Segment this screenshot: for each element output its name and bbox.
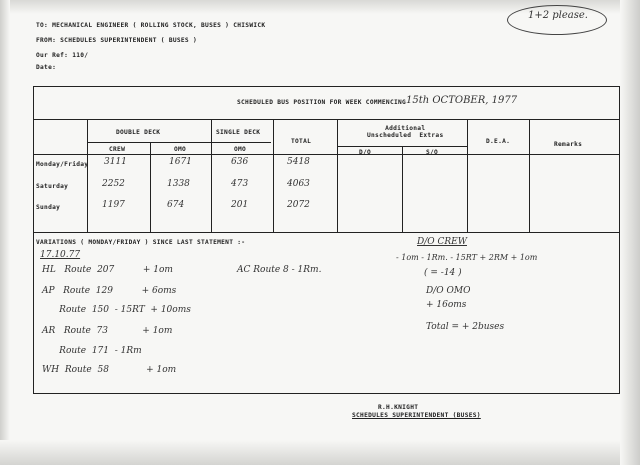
- variation-line: WH Route 58 + 1om: [42, 365, 177, 375]
- cell-single-omo: 636: [231, 157, 249, 167]
- row-label: Monday/Friday: [36, 161, 89, 168]
- cell-single-omo: 201: [231, 200, 249, 210]
- memo-our-ref: Our Ref: 110/: [36, 52, 89, 59]
- handwritten-note: 1+2 please.: [528, 10, 588, 21]
- schedule-sheet: [33, 86, 620, 394]
- table-title-date: 15th OCTOBER, 1977: [406, 95, 518, 106]
- scan-edge: [0, 440, 640, 465]
- variation-line: HL Route 207 + 1om: [42, 265, 173, 275]
- subheader-single-omo: OMO: [234, 146, 247, 153]
- subheader-omo: OMO: [174, 146, 187, 153]
- table-rule: [529, 119, 530, 232]
- row-label: Saturday: [36, 183, 69, 190]
- do-crew-line: - 1om - 1Rm. - 15RT + 2RM + 1om: [396, 253, 538, 262]
- memo-to: TO: MECHANICAL ENGINEER ( ROLLING STOCK, BUSES ) CHISWICK: [36, 22, 266, 29]
- variations-heading: VARIATIONS ( MONDAY/FRIDAY ) SINCE LAST STATEMENT :-: [36, 239, 246, 246]
- variation-ac-line: AC Route 8 - 1Rm.: [237, 265, 322, 275]
- header-single-deck: SINGLE DECK: [216, 129, 261, 136]
- cell-omo: 1671: [169, 157, 192, 167]
- table-rule: [34, 154, 619, 155]
- table-rule: [273, 119, 274, 232]
- scan-edge: [0, 0, 10, 465]
- table-rule: [34, 232, 619, 233]
- cell-crew: 1197: [102, 200, 125, 210]
- table-title: SCHEDULED BUS POSITION FOR WEEK COMMENCING: [237, 99, 407, 106]
- table-rule: [87, 142, 271, 143]
- header-total: TOTAL: [291, 138, 312, 145]
- cell-omo: 674: [167, 200, 185, 210]
- cell-single-omo: 473: [231, 179, 249, 189]
- cell-total: 5418: [287, 157, 310, 167]
- subheader-so: S/O: [426, 149, 439, 156]
- signature-title: SCHEDULES SUPERINTENDENT (BUSES): [352, 412, 481, 419]
- cell-total: 2072: [287, 200, 310, 210]
- header-double-deck: DOUBLE DECK: [116, 129, 161, 136]
- do-crew-net: ( = -14 ): [424, 268, 462, 278]
- table-rule: [34, 119, 619, 120]
- do-omo-value: + 16oms: [426, 300, 467, 310]
- signature-name: R.H.KNIGHT: [378, 404, 419, 411]
- row-label: Sunday: [36, 204, 61, 211]
- do-omo: D/O OMO: [426, 286, 471, 296]
- subheader-do: D/O: [359, 149, 372, 156]
- memo-date: Date:: [36, 64, 57, 71]
- header-extras: Additional Unscheduled Extras: [367, 125, 444, 139]
- cell-crew: 2252: [102, 179, 125, 189]
- header-dea: D.E.A.: [486, 138, 511, 145]
- table-rule: [337, 119, 338, 232]
- variation-line: Route 171 - 1Rm: [42, 346, 142, 356]
- table-rule: [87, 119, 88, 232]
- do-crew-heading: D/O CREW: [417, 237, 467, 247]
- variations-date: 17.10.77: [40, 250, 81, 260]
- memo-from: FROM: SCHEDULES SUPERINTENDENT ( BUSES ): [36, 37, 198, 44]
- subheader-crew: CREW: [109, 146, 126, 153]
- variation-line: AP Route 129 + 6oms: [42, 286, 177, 296]
- cell-omo: 1338: [167, 179, 190, 189]
- total-change: Total = + 2buses: [426, 322, 505, 332]
- scan-edge: [620, 0, 640, 465]
- variation-line: AR Route 73 + 1om: [42, 326, 173, 336]
- variation-line: Route 150 - 15RT + 10oms: [42, 305, 191, 315]
- cell-total: 4063: [287, 179, 310, 189]
- table-rule: [211, 119, 212, 232]
- header-remarks: Remarks: [554, 141, 583, 148]
- cell-crew: 3111: [104, 157, 127, 167]
- table-rule: [467, 119, 468, 232]
- table-rule: [150, 142, 151, 232]
- table-rule: [402, 146, 403, 232]
